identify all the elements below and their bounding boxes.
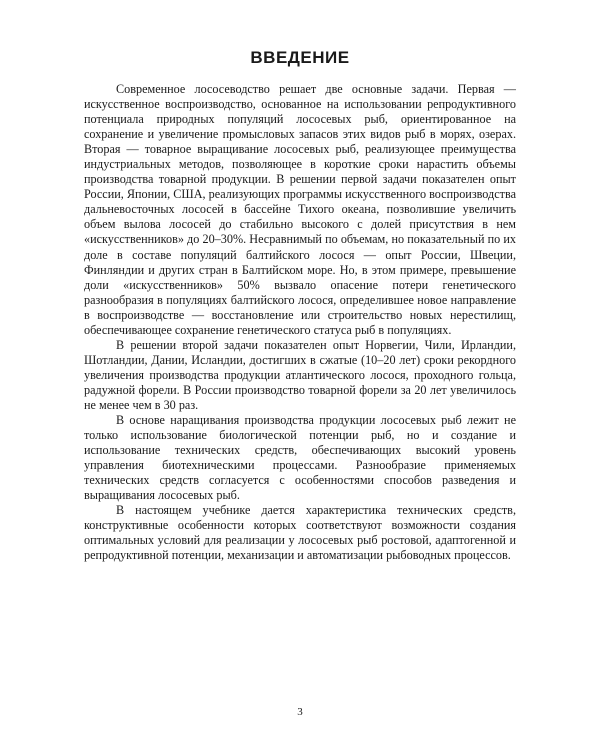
page-title: ВВЕДЕНИЕ — [250, 48, 350, 67]
paragraph-4: В настоящем учебнике дается характеристика технических средств, конструктивные особенности которых соответствуют возможности создания оптимальных условий для реализации у лососевых рыб ростовой, адаптогенной и репродуктивной потенции, механизации и автоматизации рыбоводных процессов. — [84, 503, 516, 563]
paragraph-2: В решении второй задачи показателен опыт Норвегии, Чили, Ирландии, Шотландии, Дании, Исландии, достигших в сжатые (10–20 лет) сроки рекордного увеличения производства продукции атлантического лосося, проходного гольца, радужной форели. В России производство товарной форели за 20 лет увеличилось не менее чем в 30 раз. — [84, 337, 516, 412]
paragraph-1: Современное лососеводство решает две основные задачи. Первая — искусственное воспроизводство, основанное на использовании репродуктивного потенциала природных популяций лососевых рыб, ориентированное на сохранение и увеличение промысловых запасов этих видов рыб в морях, озерах. Вторая — товарное выращивание лососевых рыб, реализующее преимущества индустриальных методов, позволяющее в короткие сроки нарастить объемы производства товарной продукции. В решении первой задачи показателен опыт России, Японии, США, реализующих программы искусственного воспроизводства дальневосточных лососей в бассейне Тихого океана, позволившие увеличить объем вылова лососей до стабильно высокого с долей присутствия в нем «искусственников» до 20–30%. Несравнимый по объемам, но показательный по их доле в составе популяций балтийского лосося — опыт России, Швеции, Финляндии и других стран в Балтийском море. Но, в этом примере, превышение доли «искусственников» 50% вызвало опасение потери генетического разнообразия в популяциях балтийского лосося, определившее новое направление в воспроизводстве — восстановление или строительство новых нерестилищ, обеспечивающее сохранение генетического статуса рыб в популяциях. — [84, 82, 516, 337]
document-body — [84, 82, 516, 564]
page-number: 3 — [297, 706, 303, 718]
paragraph-3: В основе наращивания производства продукции лососевых рыб лежит не только использование биологической потенции рыб, но и создание и использование технических средств, обеспечивающих высокий уровень управления биотехническими процессами. Разнообразие применяемых технических средств согласуется с особенностями способов разведения и выращивания лососевых рыб. — [84, 413, 516, 503]
